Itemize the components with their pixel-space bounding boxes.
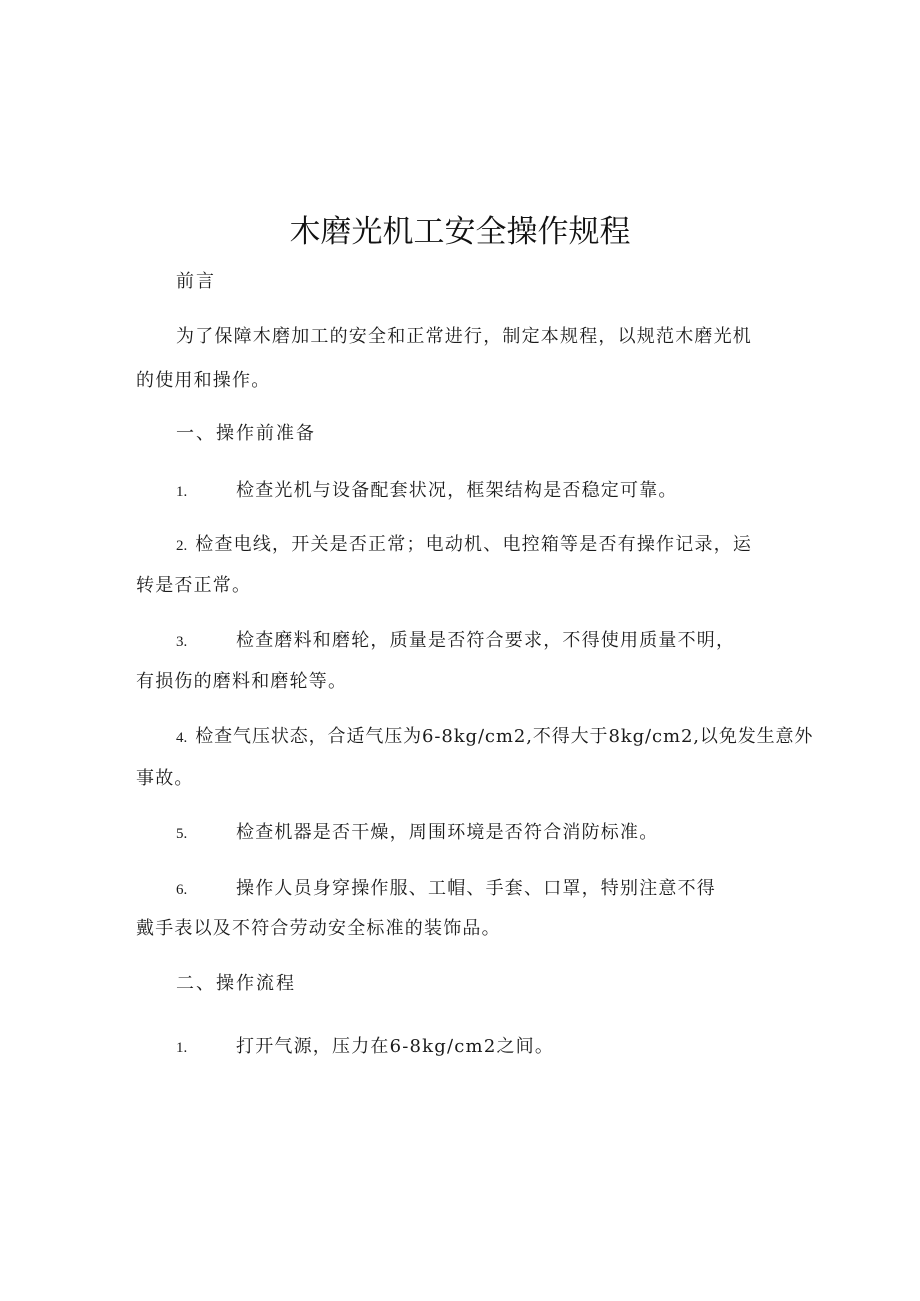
list-item-text: 检查气压状态，合适气压为6-8kg∕cm2,不得大于8kg∕cm2,以免发生意外 [195,726,814,747]
preface-paragraph-line-2: 的使用和操作。 [136,370,271,391]
list-item [176,533,752,558]
list-item-number: 3. [176,634,188,650]
list-item-continuation: 转是否正常。 [136,575,252,596]
list-item [176,1035,554,1060]
list-item-text: 检查电线，开关是否正常；电动机、电控箱等是否有操作记录，运 [195,534,753,555]
list-item-continuation: 事故。 [136,768,194,789]
document-title: 木磨光机工安全操作规程 [289,214,631,250]
list-item-continuation: 有损伤的磨料和磨轮等。 [136,671,348,692]
list-item-text: 打开气源，压力在6-8kg∕cm2之间。 [236,1036,555,1057]
list-item-number: 1. [176,484,188,500]
list-item [176,725,813,750]
preface-heading: 前言 [176,271,216,292]
list-item [176,479,678,504]
preface-paragraph-line-1: 为了保障木磨加工的安全和正常进行，制定本规程，以规范木磨光机 [176,326,752,347]
list-item [176,821,658,846]
list-item [176,629,735,654]
list-item-number: 2. [176,538,188,554]
list-item [176,877,716,902]
list-item-continuation: 戴手表以及不符合劳动安全标准的装饰品。 [136,918,501,939]
section-2-heading: 二、操作流程 [176,973,296,994]
list-item-number: 4. [176,730,188,746]
list-item-number: 6. [176,882,188,898]
list-item-number: 1. [176,1040,188,1056]
list-item-number: 5. [176,826,188,842]
section-1-heading: 一、操作前准备 [176,423,316,444]
list-item-text: 检查机器是否干燥，周围环境是否符合消防标准。 [236,822,659,843]
list-item-text: 操作人员身穿操作服、工帽、手套、口罩，特别注意不得 [236,878,716,899]
list-item-text: 检查磨料和磨轮，质量是否符合要求，不得使用质量不明， [236,630,736,651]
list-item-text: 检查光机与设备配套状况，框架结构是否稳定可靠。 [236,480,678,501]
